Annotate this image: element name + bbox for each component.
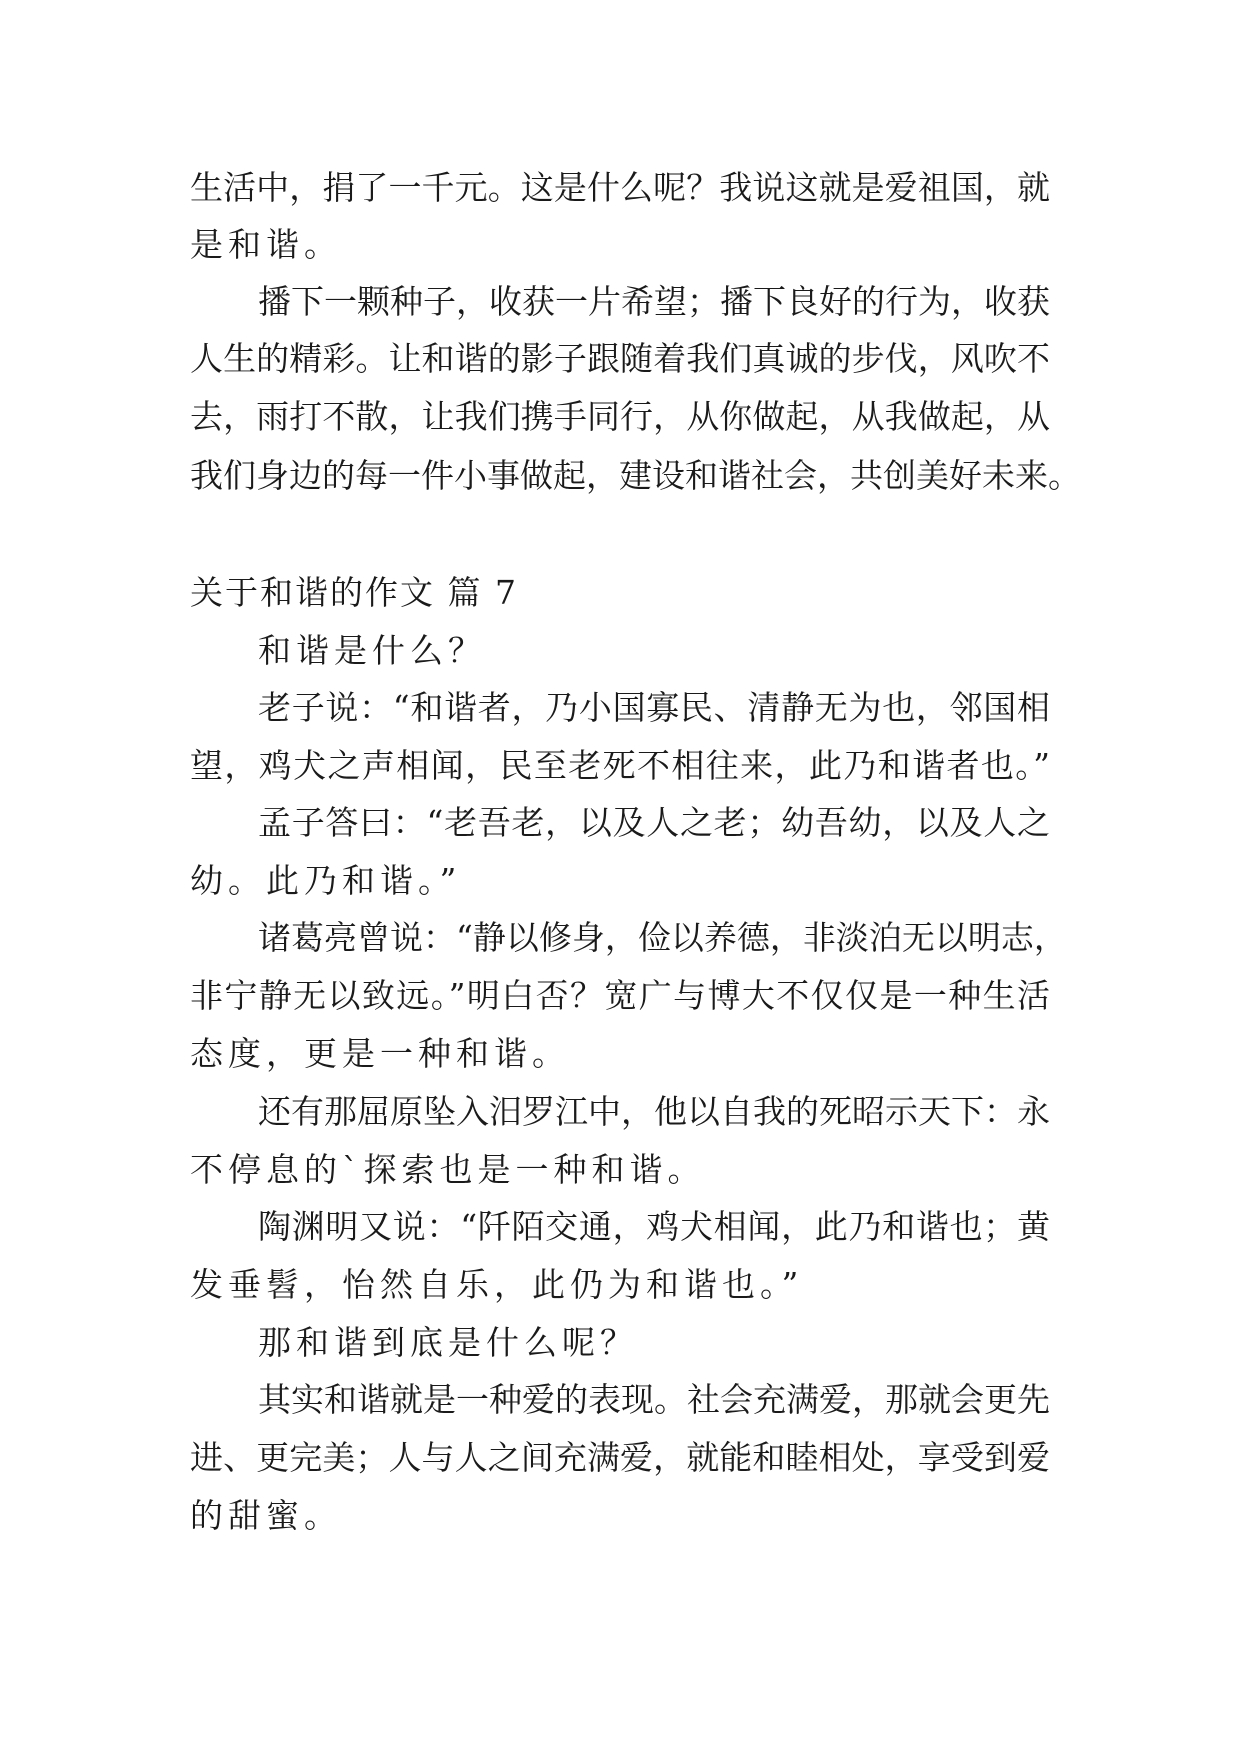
paragraph-line: 进、更完美；人与人之间充满爱，就能和睦相处，享受到爱 [190,1438,1050,1477]
paragraph-line: 人生的精彩。让和谐的影子跟随着我们真诚的步伐，风吹不 [190,339,1050,378]
paragraph-line: 其实和谐就是一种爱的表现。社会充满爱，那就会更先 [258,1380,1050,1419]
paragraph-line: 还有那屈原坠入汨罗江中，他以自我的死昭示天下：永 [258,1092,1050,1131]
paragraph-line: 望，鸡犬之声相闻，民至老死不相往来，此乃和谐者也。” [190,746,1050,785]
paragraph-line: 生活中，捐了一千元。这是什么呢？我说这就是爱祖国，就 [190,168,1050,207]
paragraph-line: 和谐是什么？ [258,631,486,670]
paragraph-line: 诸葛亮曾说：“静以修身，俭以养德，非淡泊无以明志， [258,918,1067,957]
paragraph-line: 幼。此乃和谐。” [190,861,462,900]
paragraph-line: 不停息的`探索也是一种和谐。 [190,1150,706,1189]
paragraph-line: 播下一颗种子，收获一片希望；播下良好的行为，收获 [258,282,1050,321]
paragraph-line: 我们身边的每一件小事做起，建设和谐社会，共创美好未来。 [190,456,1081,495]
paragraph-line: 是和谐。 [190,225,342,264]
paragraph-line: 非宁静无以致远。”明白否？宽广与博大不仅仅是一种生活 [190,976,1050,1015]
section-heading: 关于和谐的作文 篇 7 [190,573,518,612]
paragraph-line: 老子说：“和谐者，乃小国寡民、清静无为也，邻国相 [258,688,1050,727]
paragraph-line: 态度，更是一种和谐。 [190,1034,570,1073]
paragraph-line: 那和谐到底是什么呢？ [258,1323,638,1362]
paragraph-line: 去，雨打不散，让我们携手同行，从你做起，从我做起，从 [190,397,1050,436]
paragraph-line: 孟子答曰：“老吾老，以及人之老；幼吾幼，以及人之 [258,803,1050,842]
paragraph-line: 发垂髫，怡然自乐，此仍为和谐也。” [190,1265,804,1304]
paragraph-line: 陶渊明又说：“阡陌交通，鸡犬相闻，此乃和谐也；黄 [258,1207,1050,1246]
paragraph-line: 的甜蜜。 [190,1496,342,1535]
